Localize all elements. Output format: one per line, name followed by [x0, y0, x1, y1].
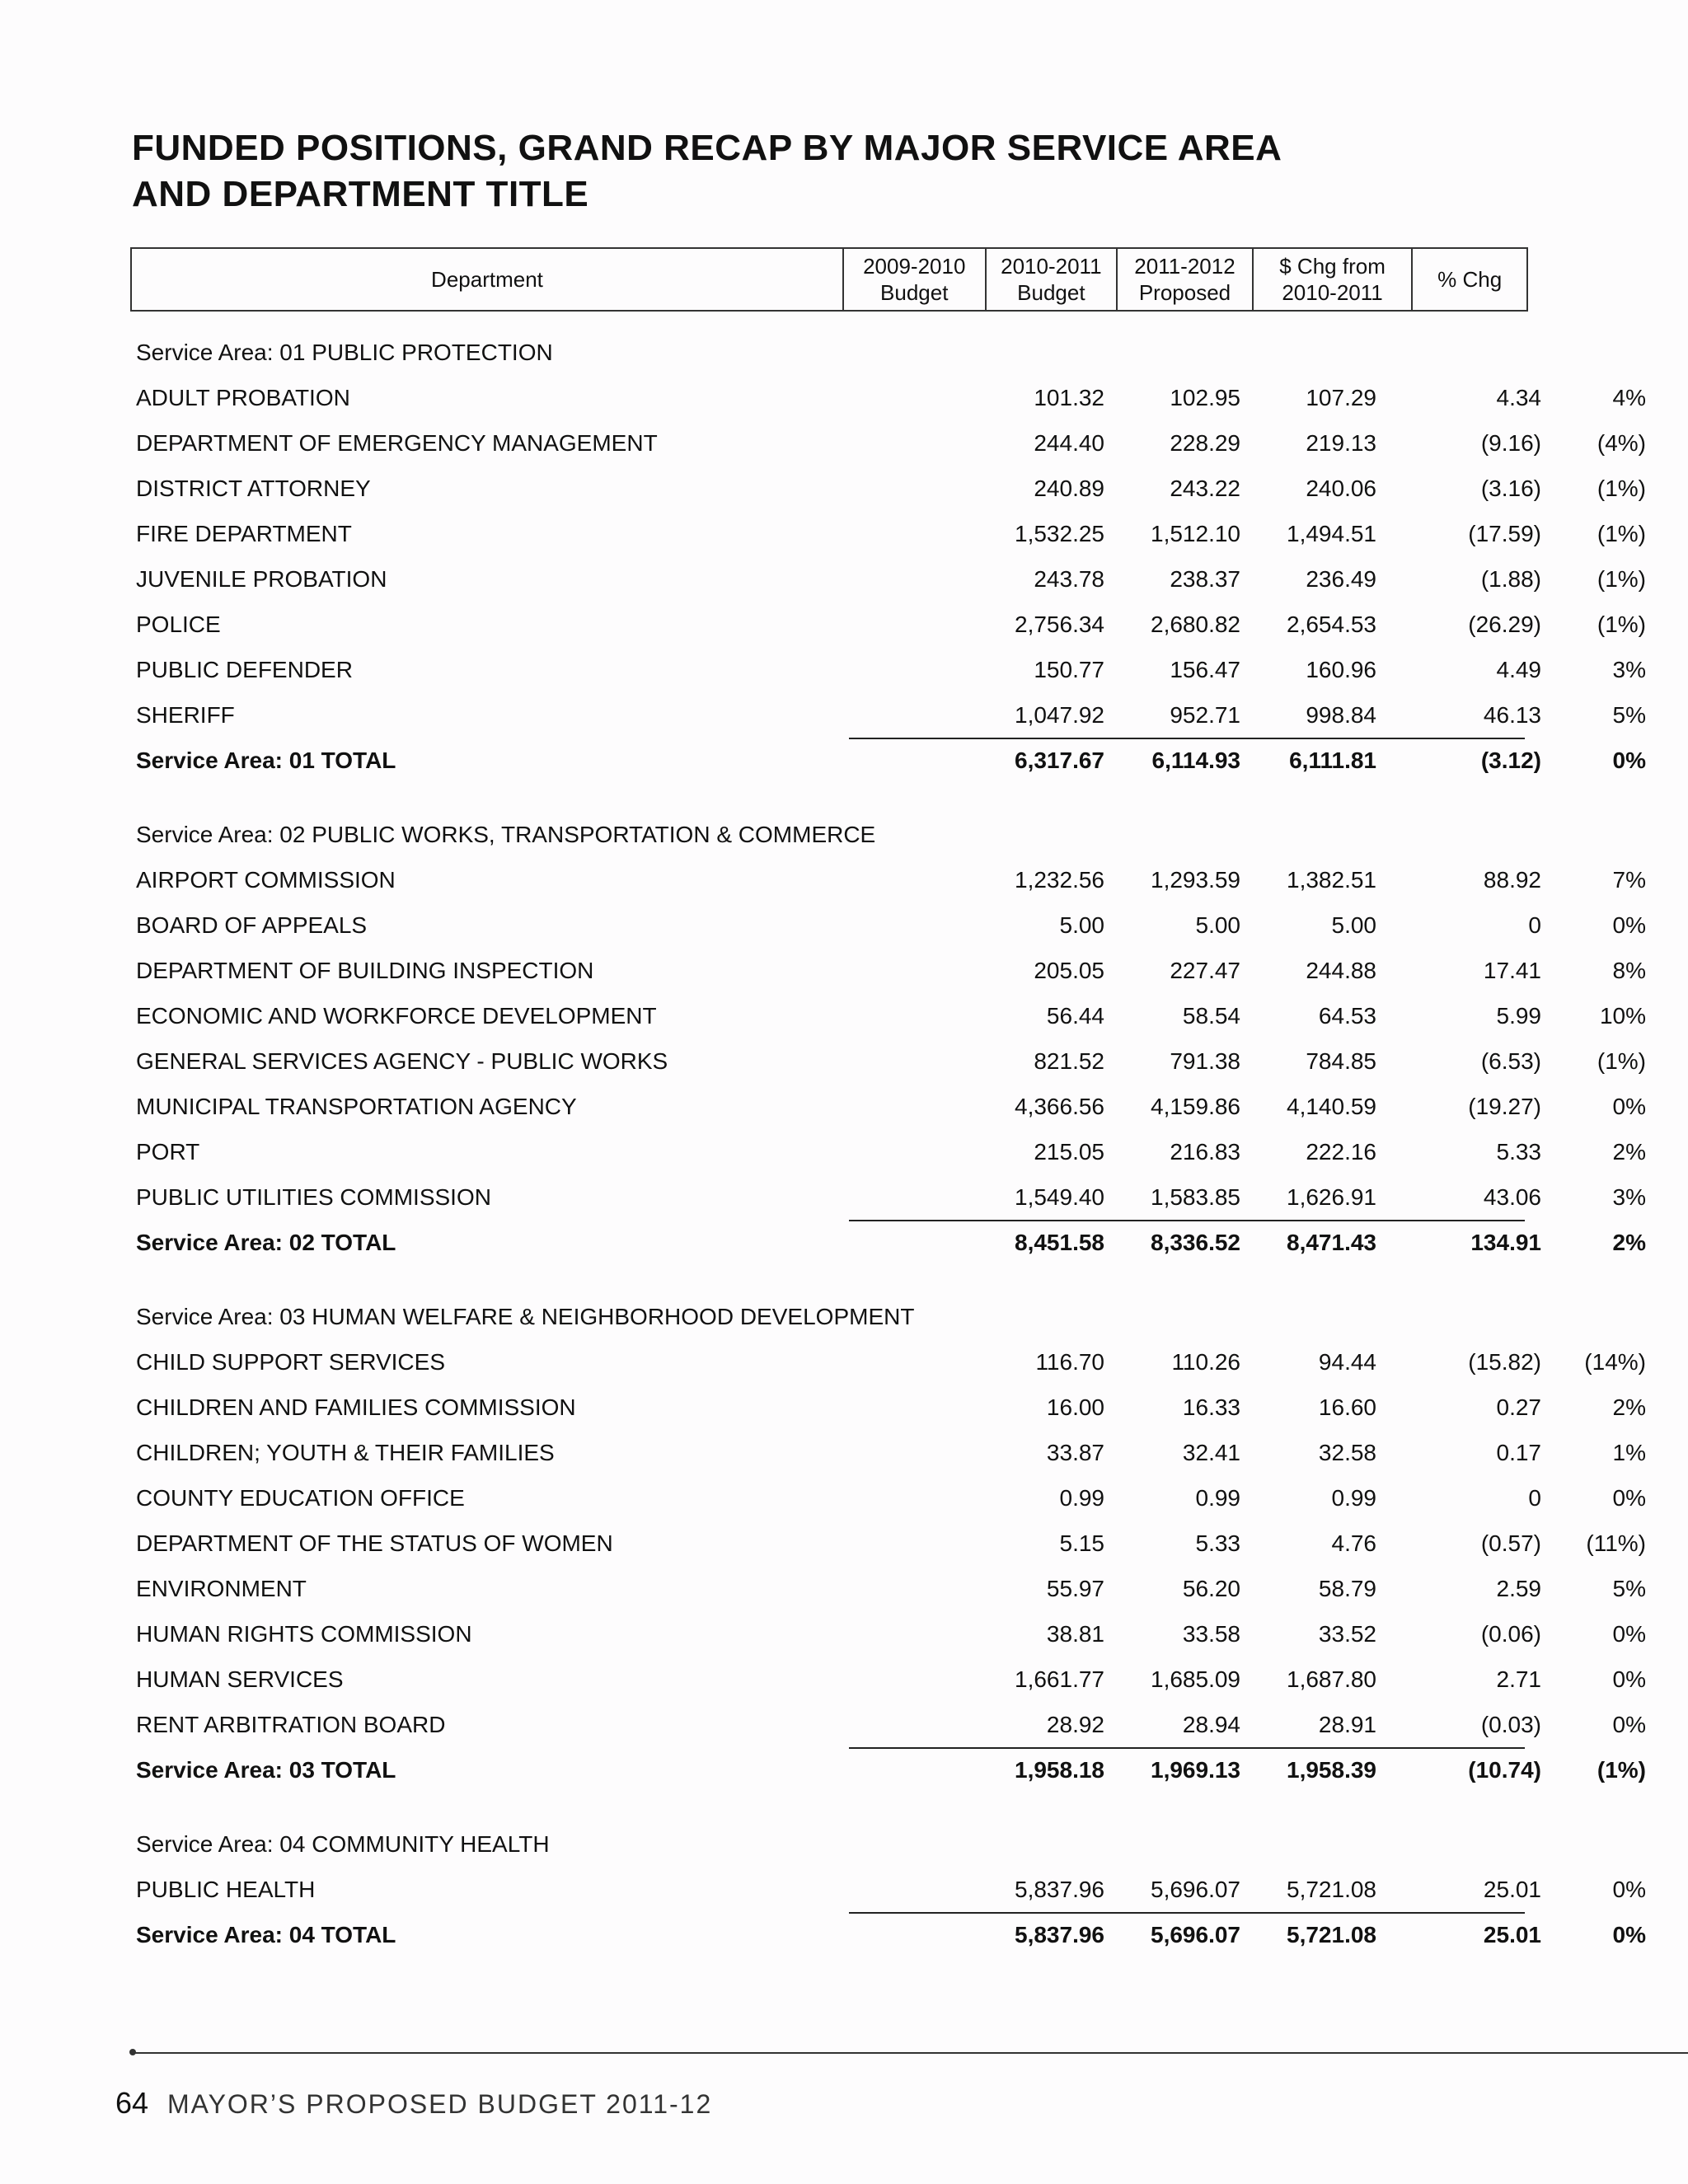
header-2009-2010-budget: 2009-2010 Budget [844, 249, 987, 310]
department-name: CHILD SUPPORT SERVICES [136, 1349, 446, 1375]
cell-value: 0.17 [1496, 1440, 1541, 1465]
cell-value: (6.53) [1480, 1048, 1541, 1074]
table-row [132, 1873, 1646, 1906]
total-value: 1,958.18 [1015, 1757, 1104, 1783]
cell-value: 38.81 [1046, 1621, 1104, 1647]
table-row [132, 608, 1646, 641]
table-row [132, 563, 1646, 596]
total-value: 1,958.39 [1287, 1757, 1376, 1783]
publication-title: MAYOR’S PROPOSED BUDGET 2011-12 [166, 2089, 713, 2119]
cell-value: 5.00 [1059, 912, 1104, 938]
total-value: 6,114.93 [1151, 748, 1240, 773]
total-value: 134.91 [1470, 1230, 1541, 1255]
cell-value: 222.16 [1306, 1139, 1376, 1165]
cell-value: 784.85 [1306, 1048, 1376, 1074]
cell-value: 4.76 [1331, 1530, 1376, 1556]
cell-value: 219.13 [1306, 430, 1376, 456]
page-title-line-1: FUNDED POSITIONS, GRAND RECAP BY MAJOR SERVICE AREA [132, 128, 1282, 168]
table-row [132, 1618, 1646, 1651]
department-name: DEPARTMENT OF BUILDING INSPECTION [136, 958, 594, 983]
cell-value: (11%) [1586, 1530, 1646, 1556]
department-name: CHILDREN; YOUTH & THEIR FAMILIES [136, 1440, 555, 1465]
section-title: Service Area: 01 PUBLIC PROTECTION [136, 340, 553, 365]
header-percent-change: % Chg [1437, 267, 1503, 292]
department-name: CHILDREN AND FAMILIES COMMISSION [136, 1394, 576, 1420]
cell-value: 116.70 [1035, 1349, 1104, 1375]
cell-value: 2.59 [1496, 1576, 1541, 1601]
cell-value: 55.97 [1046, 1576, 1104, 1601]
cell-value: 0.99 [1195, 1485, 1240, 1511]
department-name: HUMAN RIGHTS COMMISSION [136, 1621, 472, 1647]
cell-value: (1%) [1597, 612, 1646, 637]
department-name: HUMAN SERVICES [136, 1666, 344, 1692]
cell-value: 56.20 [1182, 1576, 1240, 1601]
department-name: MUNICIPAL TRANSPORTATION AGENCY [136, 1094, 577, 1119]
cell-value: 0% [1612, 1621, 1646, 1647]
total-divider [849, 1912, 1525, 1914]
cell-value: 1,494.51 [1287, 521, 1376, 546]
department-name: FIRE DEPARTMENT [136, 521, 352, 546]
cell-value: 17.41 [1483, 958, 1541, 983]
total-value: 8,451.58 [1015, 1230, 1104, 1255]
department-name: SHERIFF [136, 702, 235, 728]
total-value: 5,696.07 [1151, 1922, 1240, 1947]
total-value: (1%) [1597, 1757, 1646, 1783]
cell-value: 5.99 [1496, 1003, 1541, 1029]
footer-divider [130, 2052, 1688, 2054]
cell-value: 28.94 [1182, 1712, 1240, 1737]
section-title: Service Area: 02 PUBLIC WORKS, TRANSPORTATION & COMMERCE [136, 822, 876, 847]
page-number: 64 [115, 2086, 149, 2120]
cell-value: 238.37 [1170, 566, 1240, 592]
cell-value: 240.06 [1306, 476, 1376, 501]
total-label: Service Area: 03 TOTAL [136, 1757, 396, 1783]
cell-value: (17.59) [1468, 521, 1541, 546]
total-divider [849, 738, 1525, 739]
department-name: GENERAL SERVICES AGENCY - PUBLIC WORKS [136, 1048, 668, 1074]
cell-value: 25.01 [1483, 1877, 1541, 1902]
cell-value: 28.91 [1318, 1712, 1376, 1737]
cell-value: (1%) [1597, 521, 1646, 546]
department-name: ENVIRONMENT [136, 1576, 307, 1601]
total-value: 25.01 [1483, 1922, 1541, 1947]
cell-value: (1%) [1597, 476, 1646, 501]
section-title: Service Area: 03 HUMAN WELFARE & NEIGHBORHOOD DEVELOPMENT [136, 1304, 915, 1329]
cell-value: (14%) [1584, 1349, 1646, 1375]
cell-value: 216.83 [1170, 1139, 1240, 1165]
table-row [132, 1136, 1646, 1169]
cell-value: 1,382.51 [1287, 867, 1376, 893]
cell-value: 5.33 [1195, 1530, 1240, 1556]
table-row [132, 909, 1646, 942]
total-label: Service Area: 01 TOTAL [136, 748, 396, 773]
table-row [132, 699, 1646, 732]
table-row [132, 954, 1646, 987]
table-row [132, 382, 1646, 415]
cell-value: 150.77 [1034, 657, 1104, 682]
total-value: 0% [1612, 748, 1646, 773]
department-name: DISTRICT ATTORNEY [136, 476, 371, 501]
department-name: DEPARTMENT OF THE STATUS OF WOMEN [136, 1530, 613, 1556]
cell-value: 4.49 [1496, 657, 1541, 682]
department-name: PUBLIC DEFENDER [136, 657, 353, 682]
cell-value: 8% [1612, 958, 1646, 983]
total-value: 6,111.81 [1289, 748, 1376, 773]
cell-value: 1% [1612, 1440, 1646, 1465]
cell-value: 7% [1612, 867, 1646, 893]
cell-value: 1,293.59 [1151, 867, 1240, 893]
cell-value: 228.29 [1170, 430, 1240, 456]
cell-value: (1.88) [1480, 566, 1541, 592]
cell-value: 1,583.85 [1151, 1184, 1240, 1210]
cell-value: 5.33 [1496, 1139, 1541, 1165]
department-name: PUBLIC UTILITIES COMMISSION [136, 1184, 491, 1210]
cell-value: (3.16) [1480, 476, 1541, 501]
department-name: ECONOMIC AND WORKFORCE DEVELOPMENT [136, 1003, 657, 1029]
total-value: (10.74) [1468, 1757, 1541, 1783]
cell-value: 240.89 [1034, 476, 1104, 501]
cell-value: 2,654.53 [1287, 612, 1376, 637]
cell-value: 5.15 [1059, 1530, 1104, 1556]
header-2010-2011-budget: 2010-2011 Budget [987, 249, 1118, 310]
cell-value: 107.29 [1306, 385, 1376, 410]
cell-value: 156.47 [1170, 657, 1240, 682]
department-name: PUBLIC HEALTH [136, 1877, 316, 1902]
total-divider [849, 1747, 1525, 1749]
table-row [132, 427, 1646, 460]
header-department: Department [132, 249, 844, 310]
total-value: 6,317.67 [1015, 748, 1104, 773]
cell-value: 4.34 [1496, 385, 1541, 410]
cell-value: 1,626.91 [1287, 1184, 1376, 1210]
total-label: Service Area: 02 TOTAL [136, 1230, 396, 1255]
cell-value: 236.49 [1306, 566, 1376, 592]
cell-value: (15.82) [1468, 1349, 1541, 1375]
total-value: (3.12) [1480, 748, 1541, 773]
table-row [132, 472, 1646, 505]
cell-value: 3% [1612, 657, 1646, 682]
total-value: 2% [1612, 1230, 1646, 1255]
cell-value: 5.00 [1195, 912, 1240, 938]
total-divider [849, 1220, 1525, 1221]
cell-value: 821.52 [1034, 1048, 1104, 1074]
cell-value: 32.41 [1182, 1440, 1240, 1465]
cell-value: 0% [1612, 1094, 1646, 1119]
cell-value: 58.79 [1318, 1576, 1376, 1601]
cell-value: (9.16) [1480, 430, 1541, 456]
cell-value: 46.13 [1483, 702, 1541, 728]
cell-value: 0 [1528, 912, 1541, 938]
total-value: 1,969.13 [1151, 1757, 1240, 1783]
cell-value: 1,047.92 [1015, 702, 1104, 728]
page-title [132, 125, 1533, 218]
cell-value: 2% [1612, 1139, 1646, 1165]
cell-value: 1,232.56 [1015, 867, 1104, 893]
department-name: PORT [136, 1139, 200, 1165]
cell-value: 205.05 [1034, 958, 1104, 983]
cell-value: 3% [1612, 1184, 1646, 1210]
total-label: Service Area: 04 TOTAL [136, 1922, 396, 1947]
cell-value: 32.58 [1318, 1440, 1376, 1465]
table-row [132, 1663, 1646, 1696]
table-row [132, 654, 1646, 687]
cell-value: 43.06 [1483, 1184, 1541, 1210]
table-row [132, 1572, 1646, 1605]
table-row [132, 1391, 1646, 1424]
cell-value: 243.78 [1034, 566, 1104, 592]
total-row [132, 1919, 1646, 1952]
total-row [132, 1754, 1646, 1787]
total-row [132, 1226, 1646, 1259]
cell-value: (0.06) [1480, 1621, 1541, 1647]
cell-value: 160.96 [1306, 657, 1376, 682]
cell-value: 56.44 [1046, 1003, 1104, 1029]
total-row [132, 744, 1646, 777]
cell-value: 94.44 [1318, 1349, 1376, 1375]
table-row [132, 1181, 1646, 1214]
department-name: COUNTY EDUCATION OFFICE [136, 1485, 465, 1511]
cell-value: 4,366.56 [1015, 1094, 1104, 1119]
cell-value: 1,532.25 [1015, 521, 1104, 546]
cell-value: 0% [1612, 1666, 1646, 1692]
cell-value: 244.40 [1034, 430, 1104, 456]
cell-value: 10% [1599, 1003, 1646, 1029]
cell-value: 5.00 [1331, 912, 1376, 938]
total-value: 0% [1612, 1922, 1646, 1947]
page-title-line-2: AND DEPARTMENT TITLE [132, 174, 589, 214]
total-value: 5,721.08 [1287, 1922, 1376, 1947]
cell-value: 1,685.09 [1151, 1666, 1240, 1692]
cell-value: 0 [1528, 1485, 1541, 1511]
cell-value: 2% [1612, 1394, 1646, 1420]
cell-value: 88.92 [1483, 867, 1541, 893]
cell-value: 4,140.59 [1287, 1094, 1376, 1119]
cell-value: 243.22 [1170, 476, 1240, 501]
cell-value: 0% [1612, 1712, 1646, 1737]
cell-value: 64.53 [1318, 1003, 1376, 1029]
section-title: Service Area: 04 COMMUNITY HEALTH [136, 1831, 550, 1857]
table-row [132, 1346, 1646, 1379]
table-row [132, 518, 1646, 551]
department-name: POLICE [136, 612, 221, 637]
cell-value: 33.52 [1318, 1621, 1376, 1647]
department-name: AIRPORT COMMISSION [136, 867, 396, 893]
cell-value: 33.87 [1046, 1440, 1104, 1465]
table-row [132, 1527, 1646, 1560]
cell-value: 58.54 [1182, 1003, 1240, 1029]
cell-value: 110.26 [1171, 1349, 1240, 1375]
page-footer [115, 2085, 712, 2122]
cell-value: 4,159.86 [1151, 1094, 1240, 1119]
cell-value: (0.03) [1480, 1712, 1541, 1737]
cell-value: 1,661.77 [1015, 1666, 1104, 1692]
cell-value: 952.71 [1170, 702, 1240, 728]
department-name: BOARD OF APPEALS [136, 912, 368, 938]
table-row [132, 864, 1646, 897]
total-value: 8,336.52 [1151, 1230, 1240, 1255]
cell-value: 101.32 [1034, 385, 1104, 410]
department-name: ADULT PROBATION [136, 385, 350, 410]
cell-value: 102.95 [1170, 385, 1240, 410]
cell-value: 16.60 [1318, 1394, 1376, 1420]
cell-value: 5,837.96 [1015, 1877, 1104, 1902]
cell-value: 227.47 [1170, 958, 1240, 983]
table-row [132, 1090, 1646, 1123]
cell-value: 1,512.10 [1151, 521, 1240, 546]
cell-value: 28.92 [1046, 1712, 1104, 1737]
cell-value: 1,687.80 [1287, 1666, 1376, 1692]
cell-value: 5% [1612, 1576, 1646, 1601]
cell-value: 215.05 [1034, 1139, 1104, 1165]
department-name: DEPARTMENT OF EMERGENCY MANAGEMENT [136, 430, 658, 456]
total-value: 8,471.43 [1287, 1230, 1376, 1255]
cell-value: 5,721.08 [1287, 1877, 1376, 1902]
cell-value: 0.27 [1496, 1394, 1541, 1420]
table-header [130, 247, 1528, 312]
cell-value: 16.00 [1046, 1394, 1104, 1420]
header-dollar-change: $ Chg from 2010-2011 [1254, 249, 1414, 310]
cell-value: 0.99 [1059, 1485, 1104, 1511]
table-row [132, 1708, 1646, 1741]
cell-value: 0% [1612, 912, 1646, 938]
department-name: JUVENILE PROBATION [136, 566, 387, 592]
cell-value: 33.58 [1182, 1621, 1240, 1647]
cell-value: 16.33 [1182, 1394, 1240, 1420]
cell-value: 2,756.34 [1015, 612, 1104, 637]
cell-value: (1%) [1597, 1048, 1646, 1074]
cell-value: 998.84 [1306, 702, 1376, 728]
cell-value: (26.29) [1468, 612, 1541, 637]
cell-value: 0% [1612, 1485, 1646, 1511]
cell-value: 2.71 [1496, 1666, 1541, 1692]
cell-value: 4% [1612, 385, 1646, 410]
table-row [132, 1436, 1646, 1469]
cell-value: (19.27) [1468, 1094, 1541, 1119]
cell-value: 244.88 [1306, 958, 1376, 983]
total-value: 5,837.96 [1015, 1922, 1104, 1947]
cell-value: 2,680.82 [1151, 612, 1240, 637]
cell-value: 5% [1612, 702, 1646, 728]
table-row [132, 1482, 1646, 1515]
cell-value: 0.99 [1331, 1485, 1376, 1511]
table-row [132, 1000, 1646, 1033]
cell-value: (4%) [1597, 430, 1646, 456]
cell-value: 791.38 [1170, 1048, 1240, 1074]
cell-value: 0% [1612, 1877, 1646, 1902]
cell-value: (1%) [1597, 566, 1646, 592]
header-2011-2012-proposed: 2011-2012 Proposed [1118, 249, 1254, 310]
cell-value: 1,549.40 [1015, 1184, 1104, 1210]
cell-value: 5,696.07 [1151, 1877, 1240, 1902]
table-row [132, 1045, 1646, 1078]
department-name: RENT ARBITRATION BOARD [136, 1712, 446, 1737]
cell-value: (0.57) [1480, 1530, 1541, 1556]
